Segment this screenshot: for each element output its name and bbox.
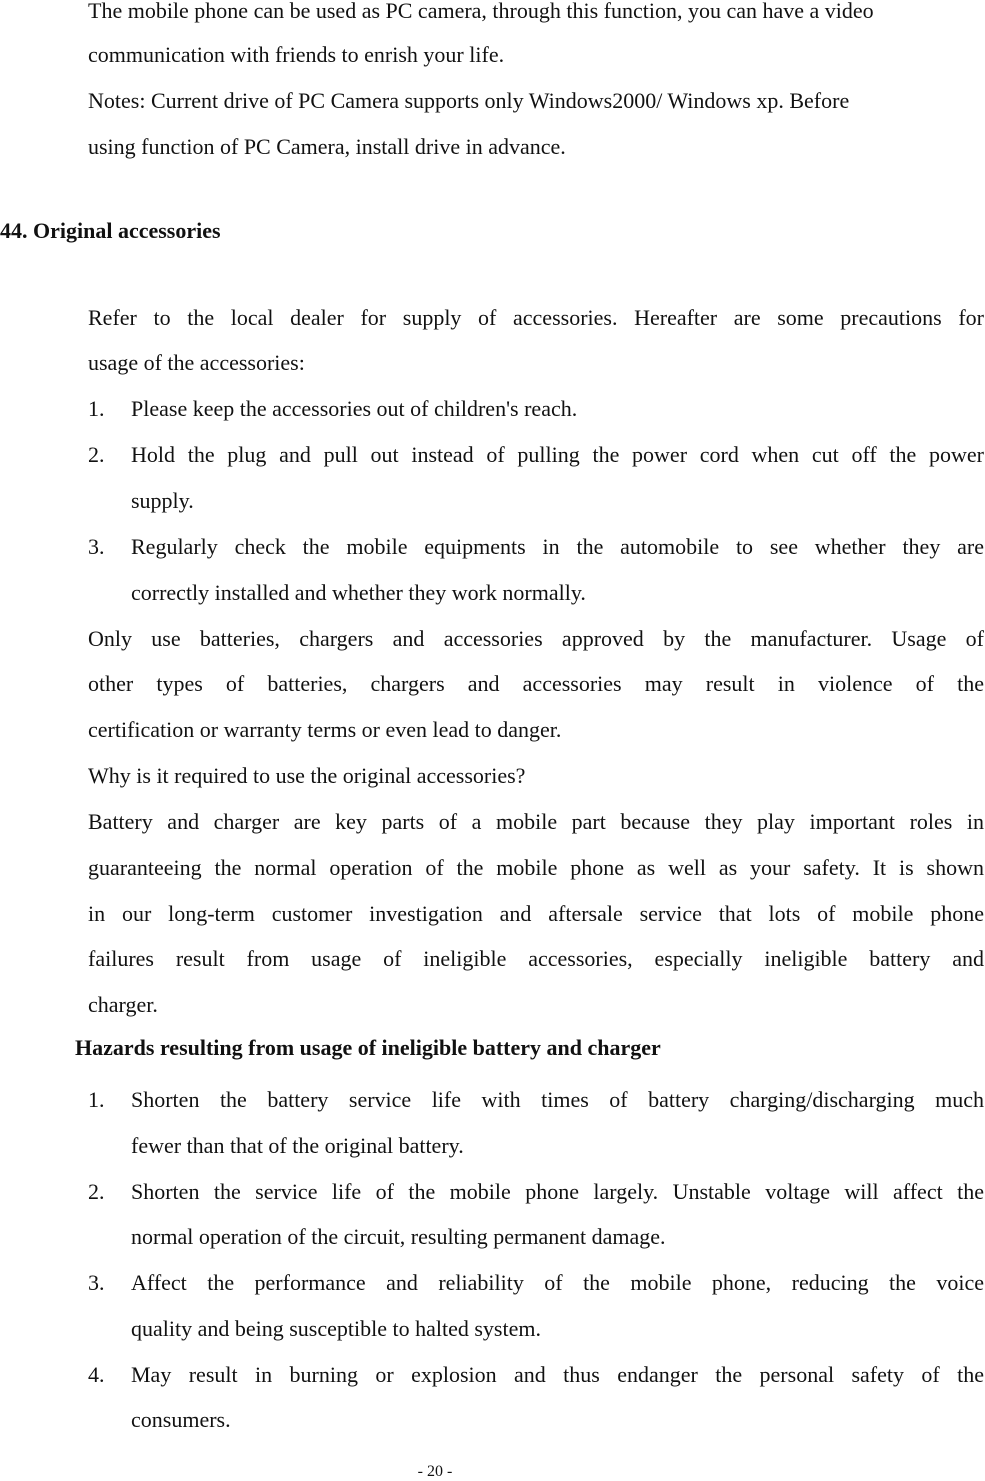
intro-line: using function of PC Camera, install drive in advance. <box>88 134 566 159</box>
intro-line: The mobile phone can be used as PC camera, through this function, you can have a video <box>88 0 874 23</box>
list-item-text: Shorten the service life of the mobile phone largely. Unstable voltage will affect the <box>131 1179 984 1204</box>
section-heading: 44. Original accessories <box>0 218 221 243</box>
list-item-text: Regularly check the mobile equipments in the automobile to see whether they are <box>131 534 984 559</box>
list-number: 3. <box>88 1270 105 1295</box>
list-item-text: Please keep the accessories out of children's reach. <box>131 396 578 421</box>
page-number: - 20 - <box>417 1463 453 1480</box>
list-number: 2. <box>88 442 105 467</box>
list-number: 1. <box>88 396 105 421</box>
list-item-text: Shorten the battery service life with times of battery charging/discharging much <box>131 1087 984 1112</box>
list-item-text: consumers. <box>131 1407 231 1432</box>
list-number: 3. <box>88 534 105 559</box>
intro-line: communication with friends to enrish your life. <box>88 42 505 67</box>
list-item-text: Hold the plug and pull out instead of pulling the power cord when cut off the power <box>131 442 984 467</box>
list-item-text: correctly installed and whether they work normally. <box>131 580 586 605</box>
list-item-text: Affect the performance and reliability of the mobile phone, reducing the voice <box>131 1270 984 1295</box>
paragraph-line: charger. <box>88 992 158 1017</box>
list-number: 4. <box>88 1362 105 1387</box>
question-line: Why is it required to use the original accessories? <box>88 763 526 788</box>
list-item-text: supply. <box>131 488 194 513</box>
paragraph-line: usage of the accessories: <box>88 350 305 375</box>
intro-line: Notes: Current drive of PC Camera supports only Windows2000/ Windows xp. Before <box>88 88 850 113</box>
paragraph-line: guaranteeing the normal operation of the mobile phone as well as your safety. It is shown <box>88 855 984 880</box>
list-item-text: May result in burning or explosion and thus endanger the personal safety of the <box>131 1362 984 1387</box>
list-item-text: normal operation of the circuit, resulting permanent damage. <box>131 1224 666 1249</box>
paragraph-line: certification or warranty terms or even lead to danger. <box>88 717 562 742</box>
paragraph-line: Battery and charger are key parts of a mobile part because they play important roles in <box>88 809 984 834</box>
list-number: 1. <box>88 1087 105 1112</box>
list-item-text: fewer than that of the original battery. <box>131 1133 464 1158</box>
paragraph-line: Only use batteries, chargers and accessories approved by the manufacturer. Usage of <box>88 626 984 651</box>
paragraph-line: failures result from usage of ineligible accessories, especially ineligible battery and <box>88 946 984 971</box>
paragraph-line: in our long-term customer investigation and aftersale service that lots of mobile phone <box>88 901 984 926</box>
paragraph-line: other types of batteries, chargers and accessories may result in violence of the <box>88 671 984 696</box>
paragraph-line: Refer to the local dealer for supply of accessories. Hereafter are some precautions for <box>88 305 984 330</box>
list-number: 2. <box>88 1179 105 1204</box>
list-item-text: quality and being susceptible to halted system. <box>131 1316 541 1341</box>
subheading: Hazards resulting from usage of ineligible battery and charger <box>75 1035 661 1060</box>
